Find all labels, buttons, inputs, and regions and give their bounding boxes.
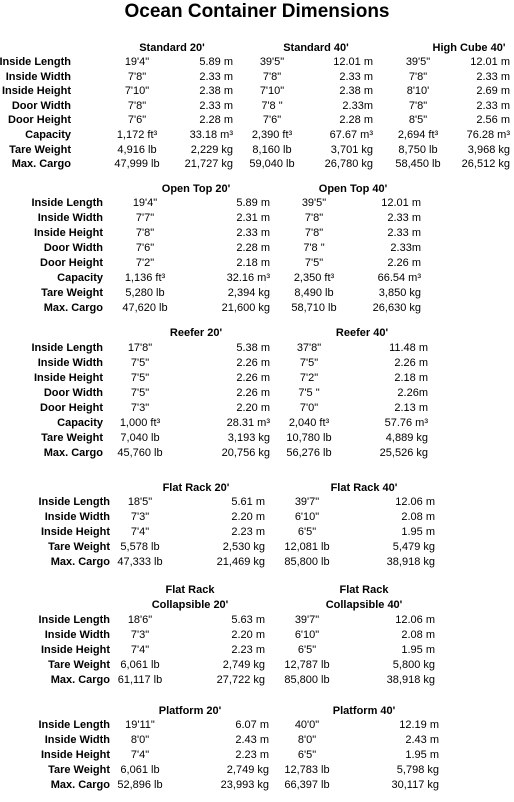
metric-value: 76.28 m³ — [466, 129, 510, 141]
metric-value: 2.18 m — [394, 372, 428, 384]
metric-value: 1.95 m — [401, 644, 435, 656]
imperial-value: 7'4" — [130, 526, 150, 538]
column-header: High Cube 40' — [432, 42, 506, 54]
row-label: Inside Length — [38, 719, 110, 731]
metric-value: 12.01 m — [333, 56, 373, 68]
imperial-value: 12,081 lb — [284, 541, 330, 553]
imperial-value: 7'5" — [130, 387, 150, 399]
imperial-value: 19'4" — [124, 56, 150, 68]
row-label: Tare Weight — [48, 541, 110, 553]
metric-value: 2.33 m — [339, 71, 373, 83]
imperial-value: 7,040 lb — [120, 432, 160, 444]
metric-value: 27,722 kg — [216, 674, 265, 686]
row-label: Inside Width — [37, 212, 103, 224]
metric-value: 5.89 m — [236, 197, 270, 209]
imperial-value: 18'5" — [127, 496, 153, 508]
column-header: Reefer 40' — [335, 327, 389, 339]
imperial-value: 8'0" — [297, 734, 317, 746]
imperial-value: 18'6" — [127, 614, 153, 626]
column-header: Open Top 40' — [318, 183, 388, 195]
metric-value: 2.33 m — [387, 227, 421, 239]
metric-value: 2.28 m — [199, 114, 233, 126]
imperial-value: 6'5" — [297, 644, 317, 656]
metric-value: 2.08 m — [401, 629, 435, 641]
imperial-value: 12,787 lb — [284, 659, 330, 671]
metric-value: 1.95 m — [405, 749, 439, 761]
row-label: Max. Cargo — [11, 158, 71, 170]
metric-value: 2.33 m — [476, 100, 510, 112]
row-label: Inside Height — [40, 526, 110, 538]
metric-value: 33.18 m³ — [189, 129, 233, 141]
metric-value: 2.31 m — [236, 212, 270, 224]
imperial-value: 7'2" — [135, 257, 155, 269]
metric-value: 38,918 kg — [386, 674, 435, 686]
metric-value: 2.20 m — [231, 629, 265, 641]
metric-value: 11.48 m — [389, 342, 428, 354]
row-label: Door Height — [40, 402, 103, 414]
metric-value: 2.23 m — [231, 526, 265, 538]
imperial-value: 7'8" — [408, 71, 428, 83]
row-label: Inside Height — [40, 644, 110, 656]
row-label: Inside Height — [33, 372, 103, 384]
metric-value: 2.28 m — [339, 114, 373, 126]
metric-value: 2.28 m — [236, 242, 270, 254]
metric-value: 12.01 m — [470, 56, 510, 68]
imperial-value: 5,578 lb — [120, 541, 160, 553]
imperial-value: 7'4" — [130, 644, 150, 656]
imperial-value: 4,916 lb — [117, 144, 157, 156]
metric-value: 26,630 kg — [372, 302, 421, 314]
metric-value: 3,701 kg — [330, 144, 373, 156]
metric-value: 5.61 m — [231, 496, 265, 508]
column-header: Standard 40' — [283, 42, 349, 54]
imperial-value: 6,061 lb — [120, 764, 160, 776]
metric-value: 21,469 kg — [216, 556, 265, 568]
metric-value: 2.26m — [397, 387, 428, 399]
column-header: Collapsible 40' — [325, 599, 403, 611]
imperial-value: 7'3" — [130, 629, 150, 641]
imperial-value: 1,000 ft³ — [119, 417, 161, 429]
imperial-value: 7'10" — [124, 85, 150, 97]
metric-value: 6.07 m — [235, 719, 269, 731]
row-label: Tare Weight — [41, 287, 103, 299]
metric-value: 12.19 m — [399, 719, 439, 731]
metric-value: 28.31 m³ — [226, 417, 270, 429]
imperial-value: 17'8" — [127, 342, 153, 354]
imperial-value: 8'0" — [130, 734, 150, 746]
metric-value: 5.63 m — [231, 614, 265, 626]
metric-value: 12.06 m — [395, 614, 435, 626]
imperial-value: 8,160 lb — [252, 144, 292, 156]
metric-value: 5.89 m — [199, 56, 233, 68]
imperial-value: 19'4" — [132, 197, 158, 209]
imperial-value: 5,280 lb — [125, 287, 165, 299]
row-label: Max. Cargo — [43, 447, 103, 459]
imperial-value: 7'8" — [127, 71, 147, 83]
imperial-value: 85,800 lb — [284, 556, 330, 568]
imperial-value: 2,350 ft³ — [293, 272, 335, 284]
imperial-value: 56,276 lb — [286, 447, 332, 459]
column-header: Flat Rack — [339, 584, 389, 596]
column-header: Collapsible 20' — [151, 599, 229, 611]
imperial-value: 2,040 ft³ — [288, 417, 330, 429]
metric-value: 2.26 m — [236, 387, 270, 399]
imperial-value: 47,333 lb — [117, 556, 163, 568]
row-label: Inside Height — [1, 85, 71, 97]
metric-value: 2.26 m — [236, 357, 270, 369]
imperial-value: 6'5" — [297, 749, 317, 761]
imperial-value: 47,620 lb — [122, 302, 168, 314]
row-label: Capacity — [57, 417, 103, 429]
metric-value: 2.18 m — [236, 257, 270, 269]
row-label: Max. Cargo — [43, 302, 103, 314]
row-label: Inside Width — [5, 71, 71, 83]
column-header: Platform 40' — [332, 705, 396, 717]
metric-value: 26,780 kg — [324, 158, 373, 170]
imperial-value: 37'8" — [296, 342, 322, 354]
metric-value: 2.38 m — [339, 85, 373, 97]
imperial-value: 61,117 lb — [117, 674, 163, 686]
imperial-value: 47,999 lb — [114, 158, 160, 170]
metric-value: 38,918 kg — [386, 556, 435, 568]
metric-value: 2.26 m — [394, 357, 428, 369]
imperial-value: 7'8" — [262, 71, 282, 83]
metric-value: 5,479 kg — [392, 541, 435, 553]
page-title: Ocean Container Dimensions — [124, 1, 390, 22]
imperial-value: 58,450 lb — [395, 158, 441, 170]
metric-value: 2.20 m — [236, 402, 270, 414]
imperial-value: 7'8" — [304, 227, 324, 239]
imperial-value: 7'5" — [130, 357, 150, 369]
imperial-value: 1,172 ft³ — [116, 129, 158, 141]
imperial-value: 7'8" — [135, 227, 155, 239]
imperial-value: 6'5" — [297, 526, 317, 538]
metric-value: 3,968 kg — [467, 144, 510, 156]
metric-value: 23,993 kg — [220, 779, 269, 791]
row-label: Door Width — [11, 100, 71, 112]
imperial-value: 8,490 lb — [294, 287, 334, 299]
row-label: Tare Weight — [48, 764, 110, 776]
imperial-value: 7'0" — [299, 402, 319, 414]
row-label: Inside Length — [38, 496, 110, 508]
row-label: Inside Height — [33, 227, 103, 239]
row-label: Tare Weight — [9, 144, 71, 156]
metric-value: 2.26 m — [236, 372, 270, 384]
imperial-value: 7'7" — [135, 212, 155, 224]
metric-value: 2.69 m — [476, 85, 510, 97]
imperial-value: 8,750 lb — [398, 144, 438, 156]
metric-value: 2.56 m — [476, 114, 510, 126]
metric-value: 5,798 kg — [396, 764, 439, 776]
metric-value: 26,512 kg — [461, 158, 510, 170]
imperial-value: 6'10" — [294, 511, 320, 523]
row-label: Inside Width — [44, 734, 110, 746]
column-header: Reefer 20' — [169, 327, 223, 339]
metric-value: 2.23 m — [231, 644, 265, 656]
metric-value: 5,800 kg — [392, 659, 435, 671]
metric-value: 2.13 m — [394, 402, 428, 414]
row-label: Inside Length — [38, 614, 110, 626]
imperial-value: 45,760 lb — [117, 447, 163, 459]
metric-value: 3,850 kg — [378, 287, 421, 299]
metric-value: 30,117 kg — [391, 779, 439, 791]
metric-value: 2.33 m — [236, 227, 270, 239]
metric-value: 2,749 kg — [222, 659, 265, 671]
metric-value: 57.76 m³ — [384, 417, 428, 429]
imperial-value: 2,390 ft³ — [251, 129, 293, 141]
metric-value: 5.38 m — [236, 342, 270, 354]
imperial-value: 7'3" — [130, 402, 150, 414]
row-label: Door Width — [43, 242, 103, 254]
metric-value: 2,530 kg — [222, 541, 265, 553]
row-label: Inside Width — [37, 357, 103, 369]
row-label: Door Width — [43, 387, 103, 399]
metric-value: 21,600 kg — [221, 302, 270, 314]
row-label: Inside Length — [0, 56, 71, 68]
metric-value: 2.38 m — [199, 85, 233, 97]
column-header: Flat Rack 20' — [162, 482, 230, 494]
metric-value: 21,727 kg — [184, 158, 233, 170]
column-header: Flat Rack — [165, 584, 215, 596]
column-header: Flat Rack 40' — [330, 482, 398, 494]
imperial-value: 39'5" — [301, 197, 327, 209]
metric-value: 2,229 kg — [190, 144, 233, 156]
imperial-value: 1,136 ft³ — [124, 272, 166, 284]
imperial-value: 7'5" — [304, 257, 324, 269]
imperial-value: 6,061 lb — [120, 659, 160, 671]
row-label: Inside Length — [31, 197, 103, 209]
imperial-value: 7'10" — [259, 85, 285, 97]
imperial-value: 39'7" — [294, 614, 320, 626]
imperial-value: 39'5" — [405, 56, 431, 68]
imperial-value: 8'10' — [406, 85, 430, 97]
column-header: Standard 20' — [139, 42, 205, 54]
imperial-value: 2,694 ft³ — [397, 129, 439, 141]
imperial-value: 40'0" — [294, 719, 320, 731]
imperial-value: 39'7" — [294, 496, 320, 508]
metric-value: 4,889 kg — [385, 432, 428, 444]
metric-value: 2.43 m — [235, 734, 269, 746]
imperial-value: 7'2" — [299, 372, 319, 384]
metric-value: 2.33m — [342, 100, 373, 112]
imperial-value: 39'5" — [259, 56, 285, 68]
metric-value: 3,193 kg — [227, 432, 270, 444]
row-label: Door Height — [40, 257, 103, 269]
imperial-value: 7'8 " — [261, 100, 283, 112]
row-label: Inside Width — [44, 511, 110, 523]
metric-value: 20,756 kg — [221, 447, 270, 459]
imperial-value: 52,896 lb — [117, 779, 163, 791]
imperial-value: 7'6" — [262, 114, 282, 126]
row-label: Max. Cargo — [50, 779, 110, 791]
imperial-value: 66,397 lb — [284, 779, 330, 791]
metric-value: 67.67 m³ — [329, 129, 373, 141]
metric-value: 2.33 m — [476, 71, 510, 83]
metric-value: 2.33 m — [199, 100, 233, 112]
metric-value: 2.33m — [390, 242, 421, 254]
row-label: Inside Length — [31, 342, 103, 354]
imperial-value: 7'5" — [130, 372, 150, 384]
row-label: Capacity — [25, 129, 71, 141]
row-label: Max. Cargo — [50, 674, 110, 686]
imperial-value: 59,040 lb — [249, 158, 295, 170]
row-label: Tare Weight — [41, 432, 103, 444]
column-header: Open Top 20' — [161, 183, 231, 195]
imperial-value: 7'3" — [130, 511, 150, 523]
imperial-value: 7'6" — [135, 242, 155, 254]
metric-value: 12.01 m — [381, 197, 421, 209]
metric-value: 2,394 kg — [227, 287, 270, 299]
metric-value: 66.54 m³ — [377, 272, 421, 284]
imperial-value: 7'8" — [408, 100, 428, 112]
imperial-value: 6'10" — [294, 629, 320, 641]
column-header: Platform 20' — [158, 705, 222, 717]
row-label: Max. Cargo — [50, 556, 110, 568]
imperial-value: 7'8" — [304, 212, 324, 224]
imperial-value: 7'5" — [299, 357, 319, 369]
imperial-value: 10,780 lb — [286, 432, 332, 444]
imperial-value: 12,783 lb — [284, 764, 330, 776]
imperial-value: 8'5" — [408, 114, 428, 126]
row-label: Inside Width — [44, 629, 110, 641]
metric-value: 2.43 m — [405, 734, 439, 746]
imperial-value: 7'8 " — [303, 242, 325, 254]
metric-value: 2,749 kg — [226, 764, 269, 776]
row-label: Inside Height — [40, 749, 110, 761]
metric-value: 2.33 m — [387, 212, 421, 224]
metric-value: 2.08 m — [401, 511, 435, 523]
metric-value: 25,526 kg — [379, 447, 428, 459]
imperial-value: 7'8" — [127, 100, 147, 112]
metric-value: 32.16 m³ — [226, 272, 270, 284]
imperial-value: 85,800 lb — [284, 674, 330, 686]
row-label: Door Height — [8, 114, 71, 126]
imperial-value: 58,710 lb — [291, 302, 337, 314]
metric-value: 2.23 m — [235, 749, 269, 761]
metric-value: 12.06 m — [395, 496, 435, 508]
imperial-value: 7'5 " — [298, 387, 320, 399]
metric-value: 2.20 m — [231, 511, 265, 523]
imperial-value: 7'6" — [127, 114, 147, 126]
metric-value: 1.95 m — [401, 526, 435, 538]
metric-value: 2.33 m — [199, 71, 233, 83]
row-label: Capacity — [57, 272, 103, 284]
imperial-value: 19'11" — [125, 719, 155, 731]
row-label: Tare Weight — [48, 659, 110, 671]
metric-value: 2.26 m — [387, 257, 421, 269]
imperial-value: 7'4" — [130, 749, 150, 761]
